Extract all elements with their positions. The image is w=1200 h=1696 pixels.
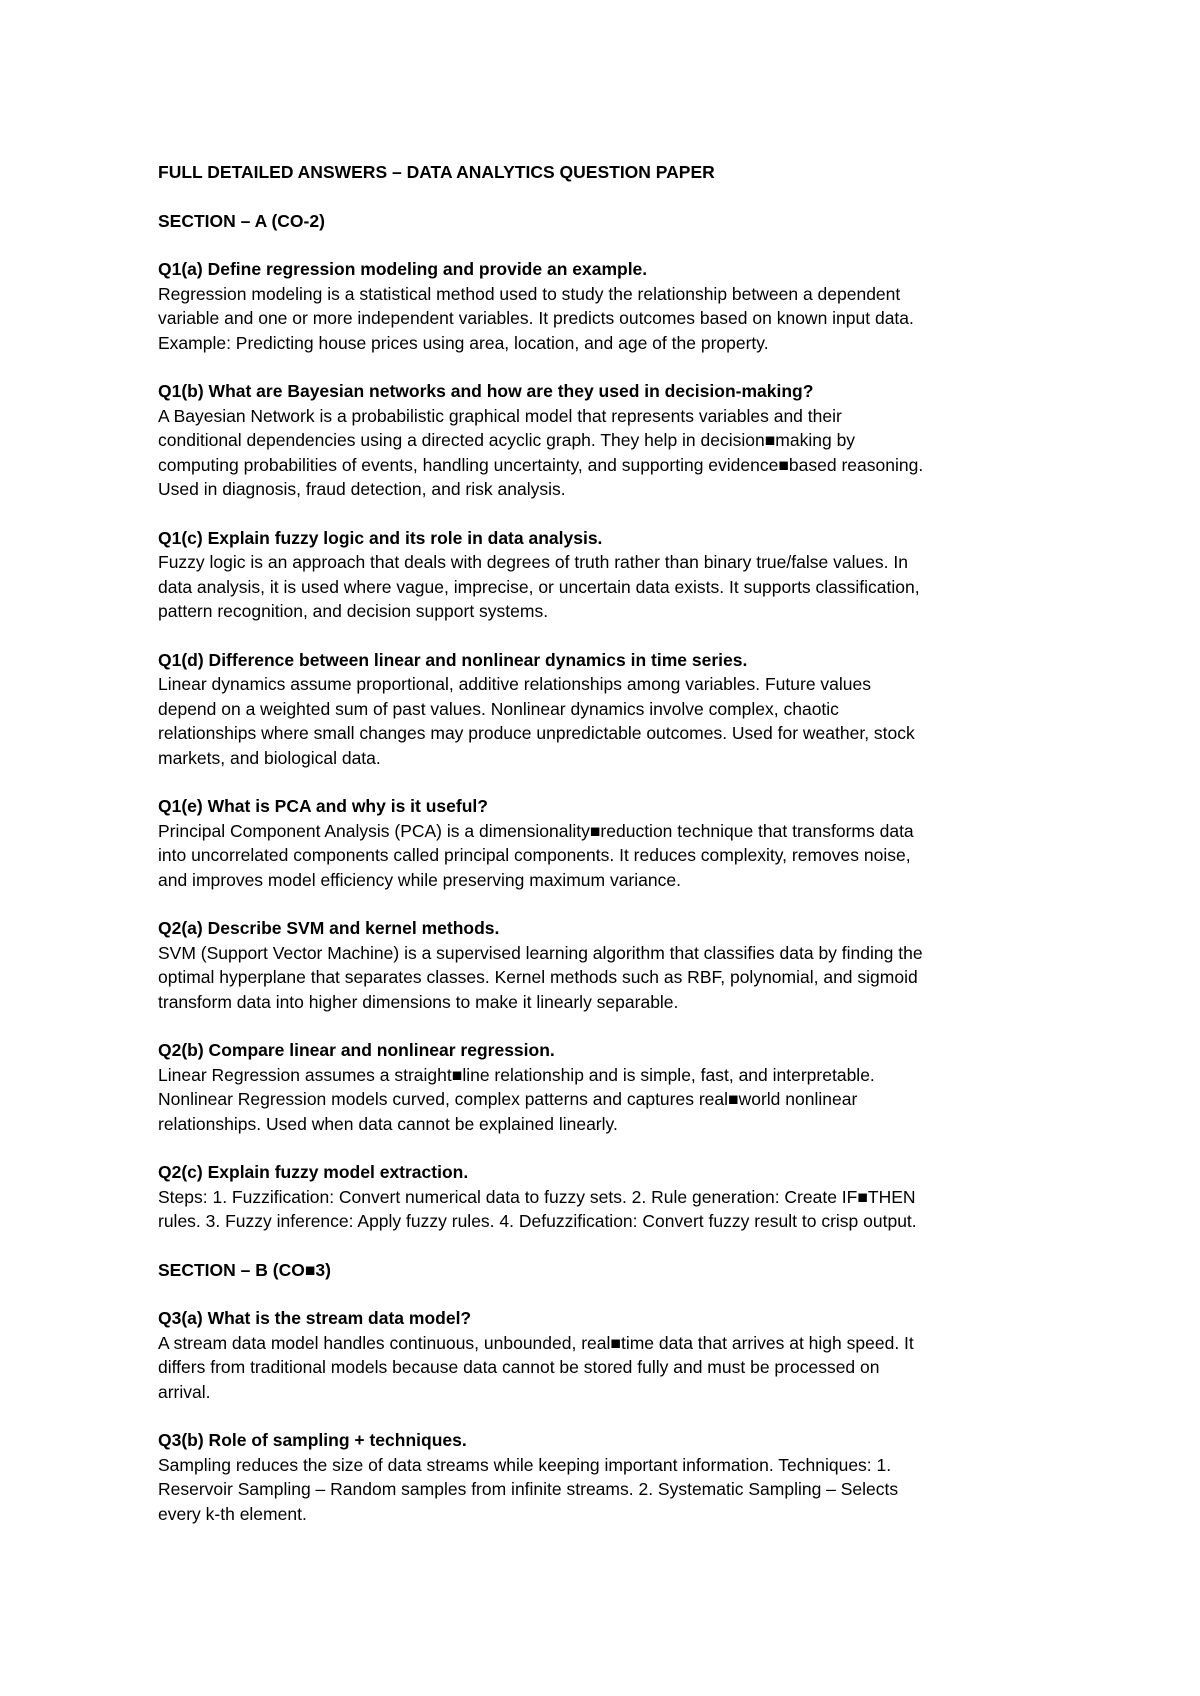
section-a — [158, 209, 1058, 1234]
answer-text: Fuzzy logic is an approach that deals with degrees of truth rather than binary true/false values. In data analysis, it is used where vague, imprecise, or uncertain data exists. It supports classification, pattern recognition, and decision support systems. — [158, 552, 920, 621]
question-heading: Q2(c) Explain fuzzy model extraction. — [158, 1162, 469, 1182]
question-heading: Q1(a) Define regression modeling and provide an example. — [158, 259, 648, 279]
question-heading: Q1(c) Explain fuzzy logic and its role in data analysis. — [158, 527, 603, 548]
question-heading: Q1(e) What is PCA and why is it useful? — [158, 796, 488, 816]
answer-text: A Bayesian Network is a probabilistic graphical model that represents variables and their conditional dependencies using a directed acyclic graph. They help in decision■making by computing probabilities of events, handling uncertainty, and supporting evidence■based reasoning. Used in diagnosis, fraud detection, and risk analysis. — [158, 405, 924, 499]
question-q2b — [158, 1038, 1058, 1136]
section-heading: SECTION – B (CO■3) — [158, 1259, 331, 1280]
question-q2c — [158, 1160, 1058, 1234]
answer-text: Principal Component Analysis (PCA) is a dimensionality■reduction technique that transforms data into uncorrelated components called principal components. It reduces complexity, removes noise, and improves model efficiency while preserving maximum variance. — [158, 820, 914, 890]
answer-text: Steps: 1. Fuzzification: Convert numerical data to fuzzy sets. 2. Rule generation: Create IF■THEN rules. 3. Fuzzy inference: Apply fuzzy rules. 4. Defuzzification: Convert fuzzy result to crisp output. — [158, 1186, 917, 1231]
question-heading: Q3(b) Role of sampling + techniques. — [158, 1430, 467, 1450]
question-heading: Q2(a) Describe SVM and kernel methods. — [158, 918, 500, 938]
answer-text: Regression modeling is a statistical method used to study the relationship between a dependent variable and one or more independent variables. It predicts outcomes based on known input data. Example: Predicting house prices using area, location, and age of the property. — [158, 283, 914, 353]
question-q1a — [158, 257, 1058, 355]
section-heading: SECTION – A (CO-2) — [158, 210, 325, 231]
question-q1d — [158, 648, 1058, 771]
document-page — [158, 160, 1058, 1550]
question-q2a — [158, 916, 1058, 1014]
question-q1e — [158, 794, 1058, 892]
question-heading: Q3(a) What is the stream data model? — [158, 1308, 472, 1328]
question-heading: Q1(d) Difference between linear and nonlinear dynamics in time series. — [158, 649, 748, 670]
answer-text: Sampling reduces the size of data streams while keeping important information. Techniques: 1. Reservoir Sampling – Random samples from infinite streams. 2. Systematic Sampling – Selects every k-th element. — [158, 1454, 899, 1524]
answer-text: Linear dynamics assume proportional, additive relationships among variables. Future values depend on a weighted sum of past values. Nonlinear dynamics involve complex, chaotic relationships where small changes may produce unpredictable outcomes. Used for weather, stock markets, and biological data. — [158, 674, 915, 768]
document-title: FULL DETAILED ANSWERS – DATA ANALYTICS QUESTION PAPER — [158, 162, 715, 182]
question-q1b — [158, 379, 1058, 502]
question-q3a — [158, 1306, 1058, 1404]
question-heading: Q1(b) What are Bayesian networks and how are they used in decision-making? — [158, 381, 814, 401]
answer-text: A stream data model handles continuous, unbounded, real■time data that arrives at high speed. It differs from traditional models because data cannot be stored fully and must be processed on arrival. — [158, 1332, 914, 1402]
question-q3b — [158, 1428, 1058, 1526]
question-q1c — [158, 526, 1058, 624]
answer-text: SVM (Support Vector Machine) is a supervised learning algorithm that classifies data by finding the optimal hyperplane that separates classes. Kernel methods such as RBF, polynomial, and sigmoid transform data into higher dimensions to make it linearly separable. — [158, 942, 923, 1012]
answer-text: Linear Regression assumes a straight■line relationship and is simple, fast, and interpretable. Nonlinear Regression models curved, complex patterns and captures real■world nonlinear relationships. Used when data cannot be explained linearly. — [158, 1064, 875, 1134]
question-heading: Q2(b) Compare linear and nonlinear regression. — [158, 1040, 555, 1060]
section-b — [158, 1258, 1058, 1527]
